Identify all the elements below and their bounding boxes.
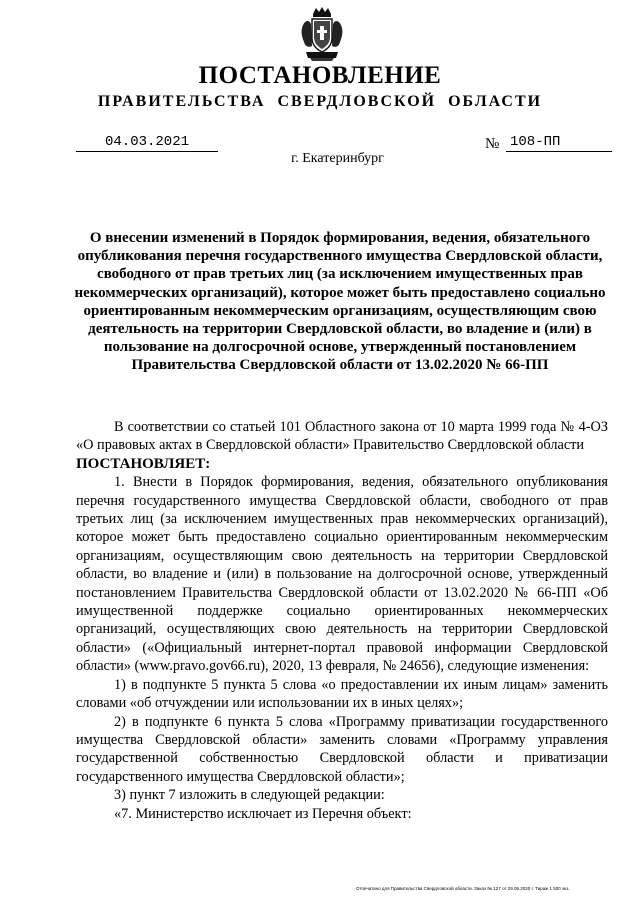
paragraph-1-2: 2) в подпункте 6 пункта 5 слова «Программу приватизации государственного имущества Свердловской области» заменить словами «Программу управления государственной собственностью Свердловской области и приватизации государственного имущества Свердловской области»; — [76, 713, 608, 785]
document-body — [76, 418, 608, 823]
intro-paragraph: В соответствии со статьей 101 Областного закона от 10 марта 1999 года № 4-ОЗ «О правовых актах в Свердловской области» Правительство Свердловской области — [76, 419, 608, 454]
paragraph-1-3-quote: «7. Министерство исключает из Перечня объект: — [114, 805, 412, 822]
document-number: 108-ПП — [506, 134, 612, 152]
document-title: ПОСТАНОВЛЕНИЕ — [198, 62, 442, 89]
document-heading: О внесении изменений в Порядок формирования, ведения, обязательного опубликования перечня государственного имущества Свердловской области, свободного от прав третьих лиц (за исключением имущественных прав некоммерческих организаций), которое может быть предоставлено социально ориентированным некоммерческим организациям, осуществляющим свою деятельность на территории Свердловской области, во владение и (или) в пользование на долгосрочной основе, утвержденный постановлением Правительства Свердловской области от 13.02.2020 № 66-ПП — [74, 230, 606, 374]
paragraph-1-3: 3) пункт 7 изложить в следующей редакции: — [114, 787, 385, 804]
document-date: 04.03.2021 — [76, 134, 218, 152]
print-footer: Отпечатано для Правительства Свердловской области. Заказ № 127 от 29.05.2020 г. Тираж 1 500 экз. — [356, 886, 570, 891]
decree-word: ПОСТАНОВЛЯЕТ: — [76, 455, 211, 472]
paragraph-1-1: 1) в подпункте 5 пункта 5 слова «о предоставлении их иным лицам» заменить словами «об отчуждении или использовании их в иных целях»; — [76, 676, 608, 712]
paragraph-1: 1. Внести в Порядок формирования, ведения, обязательного опубликования перечня государственного имущества Свердловской области, свободного от прав третьих лиц (за исключением имущественных прав некоммерческих организаций), которое может быть предоставлено социально ориентированным некоммерческим организациям, осуществляющим свою деятельность на территории Свердловской области, во владение и (или) в пользование на долгосрочной основе, утвержденный постановлением Правительства Свердловской области от 13.02.2020 № 66-ПП «Об имущественной поддержке социально ориентированных некоммерческих организаций, осуществляющих свою деятельность на территории Свердловской области» («Официальный интернет-портал правовой информации Свердловской области» (www.pravo.gov66.ru), 2020, 13 февраля, № 24656), следующие изменения: — [76, 474, 608, 675]
government-name: ПРАВИТЕЛЬСТВА СВЕРДЛОВСКОЙ ОБЛАСТИ — [97, 93, 543, 110]
city-name: г. Екатеринбург — [291, 151, 384, 166]
sverdlovsk-coat-of-arms-emblem — [300, 6, 344, 62]
number-sign: № — [485, 136, 500, 152]
